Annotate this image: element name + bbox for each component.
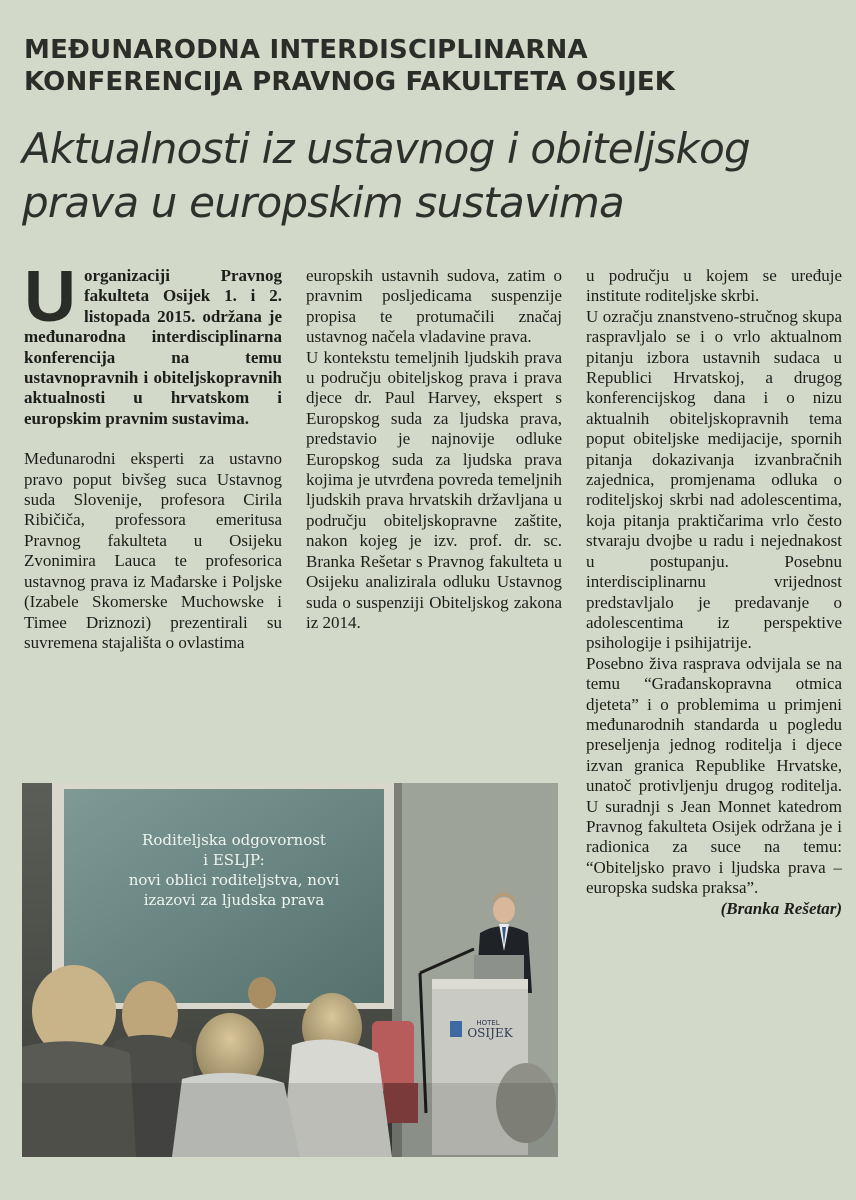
- lead-text: organizaciji Pravnog fakulteta Osijek 1. i 2. listopada 2015. održana je međunarodna interdisciplinarna konferencija na temu ustavnopravnih i obiteljskopravnih aktualnosti u hrvatskom i europskim pravnim sustavima.: [24, 266, 282, 428]
- lectern-brand: OSIJEK: [467, 1026, 513, 1040]
- kicker-line-1: MEĐUNARODNA INTERDISCIPLINARNA: [24, 35, 588, 65]
- paragraph-4: u području u kojem se uređuje institute roditeljske skrbi.: [586, 266, 842, 306]
- paragraph-6: Posebno živa rasprava odvijala se na temu “Građanskopravna otmica djeteta” i o problemima u primjeni međunarodnih standarda u pogledu preseljenja jednog roditelja i djece izvan granica Republike Hrvatske, unatoč protivljenju drugog roditelja. U suradnji s Jean Monnet katedrom Pravnog fakulteta Osijek održana je i radionica za suce na temu: “Obiteljsko pravo i ljudska prava – europska sudska praksa”.: [586, 653, 842, 898]
- drop-cap: U: [24, 257, 76, 337]
- paragraph-1: Međunarodni eksperti za ustavno pravo poput bivšeg suca Ustavnog suda Slovenije, profesora Cirila Ribičiča, professora emeritusa Pravnog fakulteta u Osijeku Zvonimira Lauca te profesorica ustavnog prava iz Mađarske i Poljske (Izabele Skomerske Muchowske i Timee Driznozi) prezentirali su suvremena stajališta o ovlastima: [24, 449, 282, 652]
- slide-line-3: novi oblici roditeljstva, novi: [128, 871, 340, 889]
- headline-line-1: Aktualnosti iz ustavnog i obiteljskog: [22, 124, 750, 173]
- laptop: [474, 955, 524, 981]
- conference-photo-illustration: [22, 783, 558, 1157]
- lectern-brand-small: HOTEL: [476, 1019, 500, 1027]
- lead-paragraph: [24, 257, 282, 429]
- conference-photo: [22, 783, 558, 1157]
- article-column-3: [586, 266, 842, 919]
- paragraph-3: U kontekstu temeljnih ljudskih prava u području obiteljskog prava i prava djece dr. Paul Harvey, ekspert s Europskog suda za ljudska prava, predstavio je najnovije odluke Europskog suda za ljudska prava kojima je utvrđena povreda temeljnih ljudskih prava hrvatskih državljana u području obiteljskopravne zaštite, nakon kojeg je izv. prof. dr. sc. Branka Rešetar s Pravnog fakulteta u Osijeku analizirala odluku Ustavnog suda o suspenziji Obiteljskog zakona iz 2014.: [306, 347, 562, 632]
- kicker-heading: [24, 34, 844, 98]
- byline: (Branka Rešetar): [720, 898, 842, 918]
- slide-line-4: izazovi za ljudska prava: [143, 891, 325, 909]
- hotel-logo-icon: [450, 1021, 462, 1037]
- slide-line-1: Roditeljska odgovornost: [142, 831, 326, 849]
- article-column-2: [306, 266, 562, 633]
- paragraph-5: U ozračju znanstveno-stručnog skupa raspravljalo se i o vrlo aktualnom pitanju izbora ustavnih sudaca u Republici Hrvatskoj, a drugog konferencijskog dana i o nizu aktualnih obiteljskopravnih tema poput obiteljske medijacije, spornih pitanja dokazivanja izvanbračnih zajednica, promjenama odluka o roditeljskoj skrbi nad adolescentima, koja pitanja praktičarima vrlo često stvaraju dvojbe u radu i nejednakost u postupanju. Posebnu interdisciplinarnu vrijednost predstavljalo je predavanje o adolescentima iz perspektive psihologije i psihijatrije.: [586, 306, 842, 653]
- kicker-line-2: KONFERENCIJA PRAVNOG FAKULTETA OSIJEK: [24, 67, 676, 97]
- article-headline: [22, 122, 852, 230]
- headline-line-2: prava u europskim sustavima: [22, 178, 624, 227]
- article-column-1: [24, 257, 282, 653]
- paragraph-2: europskih ustavnih sudova, zatim o pravnim posljedicama suspenzije propisa te protumačili značaj ustavnog načela vladavine prava.: [306, 266, 562, 347]
- slide-line-2: i ESLJP:: [203, 851, 265, 869]
